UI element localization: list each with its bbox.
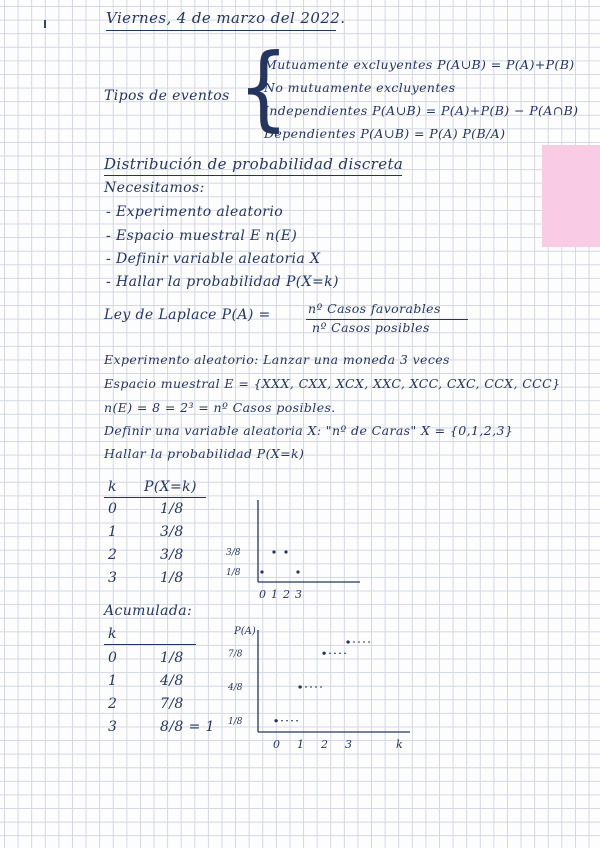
x-tick-label: 2 <box>321 738 328 751</box>
step-1: - Experimento aleatorio <box>106 204 284 220</box>
cum-row-2-p: 7/8 <box>160 696 184 712</box>
x-tick-label: 2 <box>283 588 290 601</box>
probability-chart <box>220 490 370 615</box>
cum-table-header-k: k <box>108 626 117 642</box>
cumulative-label: Acumulada: <box>104 603 193 619</box>
cum-row-0-k: 0 <box>108 650 118 666</box>
data-point <box>260 570 263 573</box>
event-type-1: Mutuamente excluyentes P(A∪B) = P(A)+P(B) <box>264 57 575 72</box>
date-heading: Viernes, 4 de marzo del 2022. <box>106 9 346 27</box>
cum-row-3-p: 8/8 = 1 <box>160 719 215 735</box>
cum-table-underline <box>104 644 196 645</box>
prob-row-2-p: 3/8 <box>160 547 184 563</box>
curly-brace-icon: { <box>238 33 289 141</box>
binder-hole <box>44 20 46 28</box>
event-type-4: Dependientes P(A∪B) = P(A) P(B/A) <box>264 126 506 141</box>
example-line-1: Experimento aleatorio: Lanzar una moneda 3 veces <box>104 352 450 367</box>
laplace-label: Ley de Laplace P(A) = <box>104 307 271 323</box>
cum-row-0-p: 1/8 <box>160 650 184 666</box>
needs-label: Necesitamos: <box>104 180 205 196</box>
prob-row-3-p: 1/8 <box>160 570 184 586</box>
prob-row-1-k: 1 <box>108 524 118 540</box>
prob-table-header-k: k <box>108 479 117 495</box>
data-point <box>274 719 277 722</box>
x-axis-label: k <box>396 738 403 751</box>
cum-row-1-k: 1 <box>108 673 118 689</box>
data-point <box>272 550 275 553</box>
cumulative-chart <box>220 620 420 760</box>
step-2: - Espacio muestral E n(E) <box>106 228 298 244</box>
event-type-3: Independientes P(A∪B) = P(A)+P(B) − P(A∩B) <box>264 103 579 118</box>
y-tick-label: 1/8 <box>226 568 241 578</box>
step-3: - Definir variable aleatoria X <box>106 251 321 267</box>
laplace-numerator: nº Casos favorables <box>308 301 441 316</box>
y-tick-label: 4/8 <box>228 683 243 693</box>
x-tick-label: 0 <box>259 588 266 601</box>
x-tick-label: 3 <box>295 588 302 601</box>
step-4: - Hallar la probabilidad P(X=k) <box>106 274 339 290</box>
x-tick-label: 3 <box>345 738 352 751</box>
data-point <box>346 640 349 643</box>
event-types-label: Tipos de eventos <box>104 88 230 104</box>
prob-table-header-p: P(X=k) <box>144 479 197 495</box>
cum-row-3-k: 3 <box>108 719 118 735</box>
x-tick-label: 1 <box>271 588 278 601</box>
prob-table-underline <box>104 497 206 498</box>
date-underline <box>106 30 336 31</box>
prob-row-0-k: 0 <box>108 501 118 517</box>
prob-row-0-p: 1/8 <box>160 501 184 517</box>
example-line-5: Hallar la probabilidad P(X=k) <box>104 446 305 461</box>
prob-row-3-k: 3 <box>108 570 118 586</box>
event-type-2: No mutuamente excluyentes <box>264 80 456 95</box>
distribution-title: Distribución de probabilidad discreta <box>104 155 404 173</box>
prob-row-2-k: 2 <box>108 547 118 563</box>
y-tick-label: 1/8 <box>228 716 243 727</box>
laplace-denominator: nº Casos posibles <box>312 320 430 335</box>
y-tick-label: 3/8 <box>226 548 241 558</box>
data-point <box>284 550 287 553</box>
cum-row-1-p: 4/8 <box>160 673 184 689</box>
data-point <box>322 652 325 655</box>
prob-row-1-p: 3/8 <box>160 524 184 540</box>
data-point <box>296 570 299 573</box>
y-axis-label: P(A) <box>234 626 256 637</box>
x-tick-label: 0 <box>273 738 280 751</box>
sticky-note <box>542 145 600 247</box>
example-line-4: Definir una variable aleatoria X: "nº de Caras" X = {0,1,2,3} <box>104 423 514 438</box>
distribution-underline <box>104 175 402 176</box>
example-line-3: n(E) = 8 = 2³ = nº Casos posibles. <box>104 400 336 415</box>
cum-row-2-k: 2 <box>108 696 118 712</box>
example-line-2: Espacio muestral E = {XXX, CXX, XCX, XXC, XCC, CXC, CCX, CCC} <box>104 376 561 391</box>
x-tick-label: 1 <box>297 738 304 751</box>
data-point <box>298 685 301 688</box>
y-tick-label: 7/8 <box>228 649 243 660</box>
